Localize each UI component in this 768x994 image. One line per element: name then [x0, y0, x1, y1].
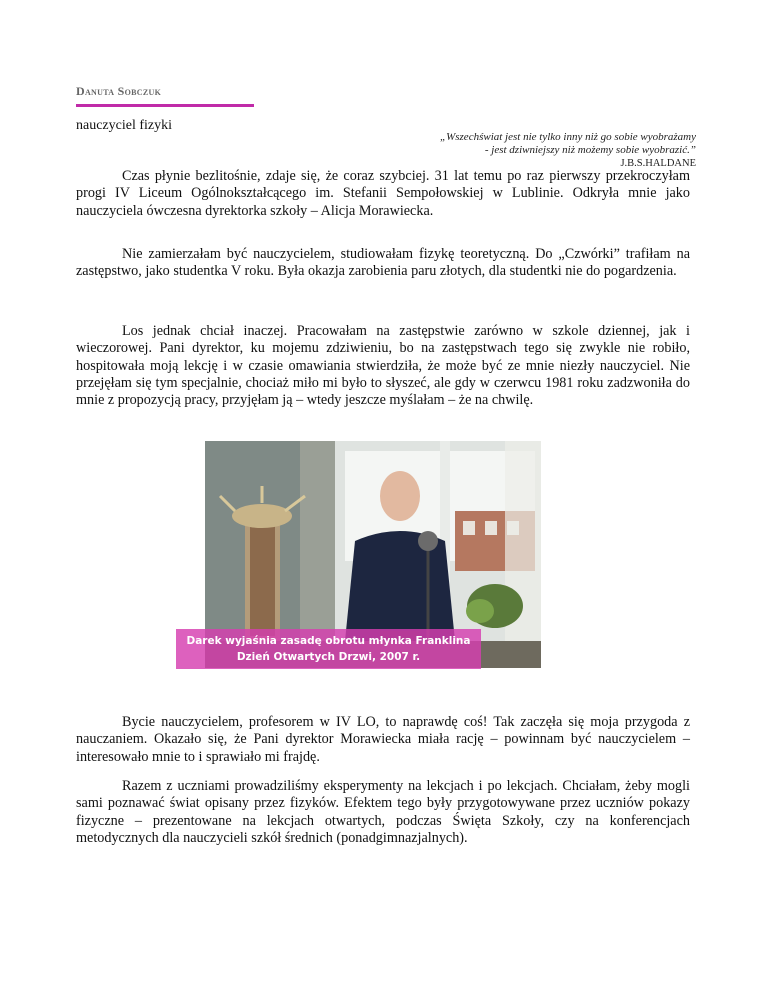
epigraph-line-2: - jest dziwniejszy niż możemy sobie wyobrazić.” [484, 144, 696, 156]
paragraph: Czas płynie bezlitośnie, zdaje się, że coraz szybciej. 31 lat temu po raz pierwszy przekroczyłam progi IV Liceum Ogólnokształcącego im. Stefanii Sempołowskiej w Lublinie. Odkryła mnie jako nauczyciela ówczesna dyrektorka szkoły – Alicja Morawiecka. [76, 168, 690, 219]
paragraph: Nie zamierzałam być nauczycielem, studiowałam fizykę teoretyczną. Do „Czwórki” trafiłam na zastępstwo, jako studentka V roku. Była okazja zarobienia paru złotych, dla studentki nie do pogardzenia. [76, 246, 690, 280]
epigraph-source: J.B.S.HALDANE [620, 158, 696, 169]
photo-caption [176, 629, 481, 669]
author-role: nauczyciel fizyki [76, 118, 173, 133]
paragraph: Los jednak chciał inaczej. Pracowałam na zastępstwie zarówno w szkole dziennej, jak i wieczorowej. Pani dyrektor, ku mojemu zdziwieniu, bo na zastępstwach tego się zwykle nie robiło, hospitowała moją lekcję i w czasie omawiania stwierdziła, że może być ze mnie niezły nauczyciel. Nie przejęłam się tym specjalnie, chociaż miło mi było to słyszeć, ale gdy w czerwcu 1981 roku zadzwoniła do mnie z propozycją pracy, przyjęłam ją – wtedy jeszcze myślałam – że na chwilę. [76, 323, 690, 409]
photo-caption-line-1: Darek wyjaśnia zasadę obrotu młynka Franklina [186, 635, 471, 647]
epigraph [440, 131, 696, 170]
paragraph: Bycie nauczycielem, profesorem w IV LO, to naprawdę coś! Tak zaczęła się moja przygoda z nauczaniem. Okazało się, że Pani dyrektor Morawiecka miała rację – powinnam być nauczycielem – interesowało mnie to i sprawiało mi frajdę. [76, 714, 690, 765]
author-name [76, 84, 161, 99]
photo-caption-line-2: Dzień Otwartych Drzwi, 2007 r. [236, 651, 421, 663]
author-first-name: Danuta [76, 84, 115, 98]
author-last-name: Sobczuk [117, 84, 162, 98]
accent-divider [76, 104, 254, 107]
paragraph: Razem z uczniami prowadziliśmy eksperymenty na lekcjach i po lekcjach. Chciałam, żeby mogli sami poznawać świat opisany przez fizyków. Efektem tego były przygotowywane przez uczniów pokazy fizyczne – prezentowane na lekcjach otwartych, podczas Święta Szkoły, czy na konferencjach metodycznych dla nauczycieli szkół średnich (ponadgimnazjalnych). [76, 778, 690, 846]
epigraph-line-1: „Wszechświat jest nie tylko inny niż go sobie wyobrażamy [439, 131, 696, 143]
